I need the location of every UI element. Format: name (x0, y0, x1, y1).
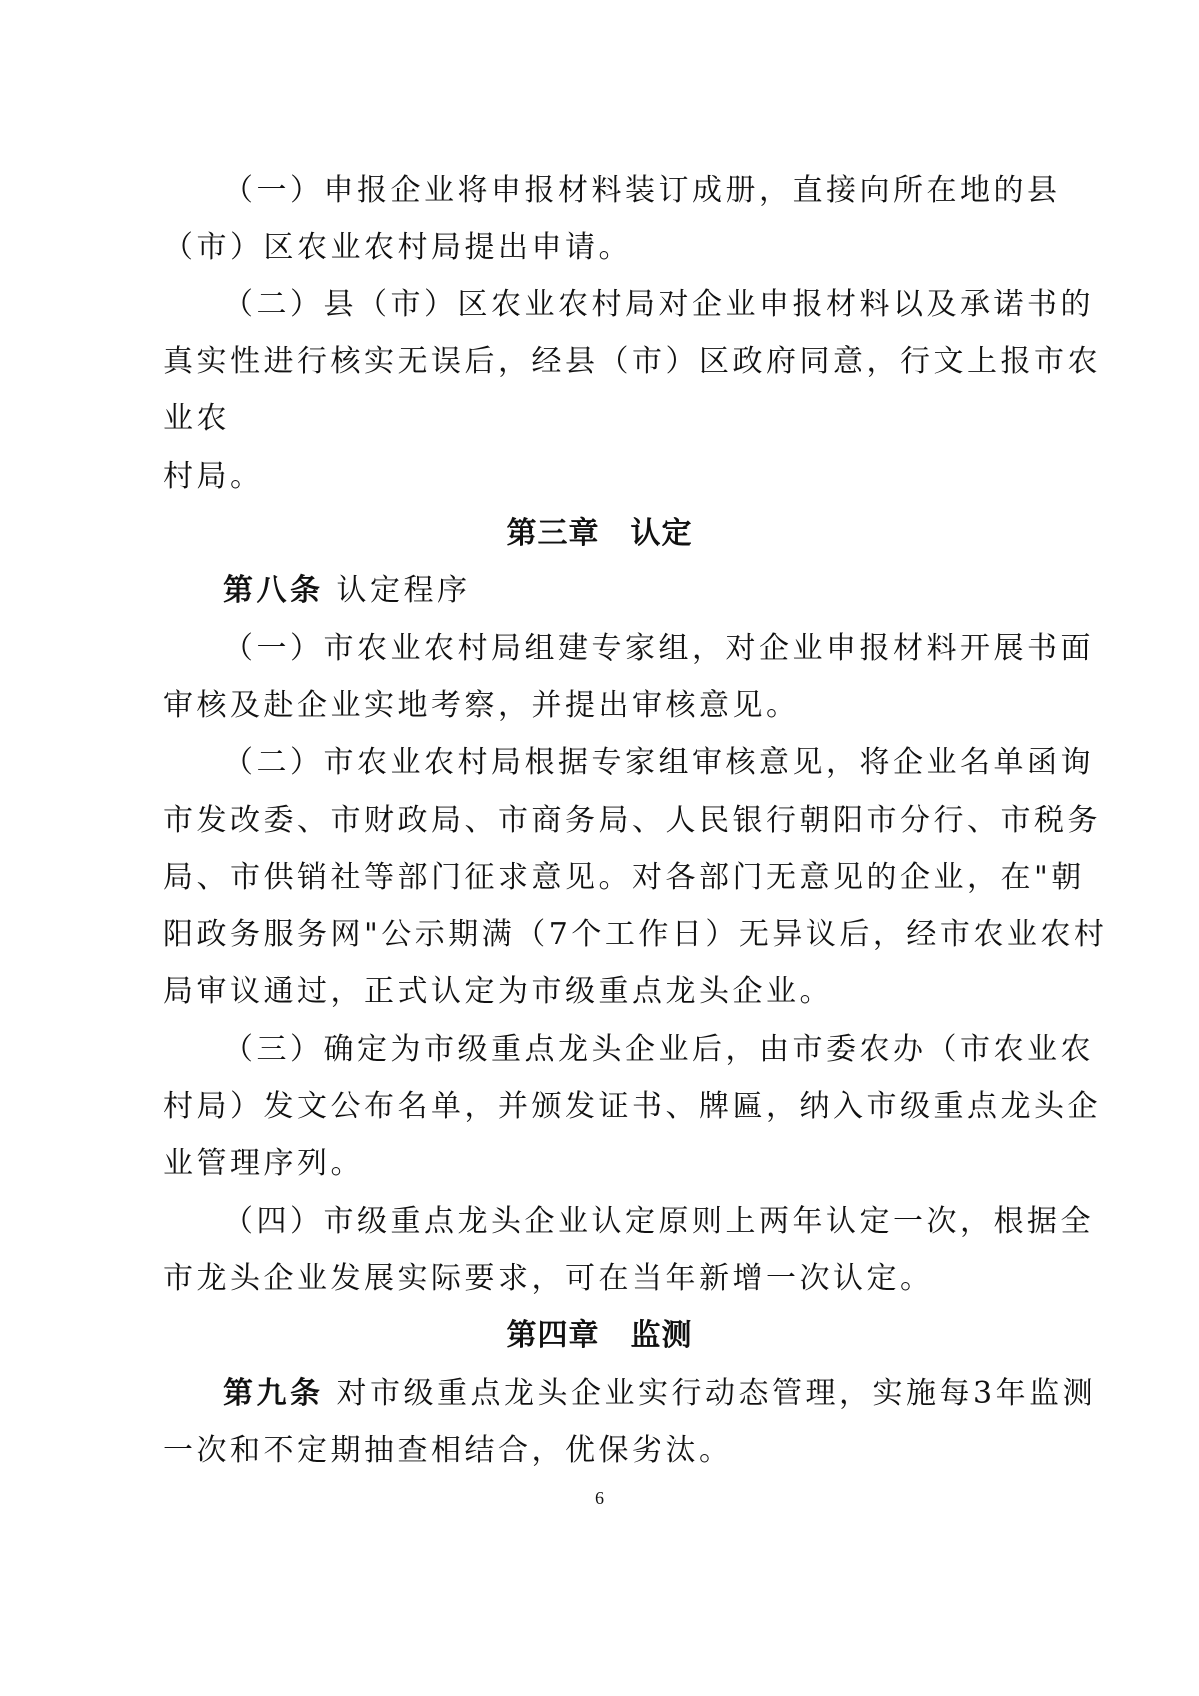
paragraph-line: （一）市农业农村局组建专家组，对企业申报材料开展书面 (223, 631, 1094, 666)
article-label: 第八条 (223, 573, 324, 608)
paragraph-line (163, 1368, 1097, 1412)
paragraph-line: 一次和不定期抽查相结合，优保劣汰。 (163, 1433, 733, 1468)
chapter-heading: 第三章 认定 (506, 516, 693, 551)
chapter-heading: 第四章 监测 (506, 1318, 693, 1353)
paragraph-line: 审核及赴企业实地考察，并提出审核意见。 (163, 688, 800, 723)
paragraph-line: 阳政务服务网"公示期满（7个工作日）无异议后，经市农业农村 (163, 917, 1108, 952)
paragraph-line: 市发改委、市财政局、市商务局、人民银行朝阳市分行、市税务 (163, 803, 1101, 838)
paragraph-line: （三）确定为市级重点龙头企业后，由市委农办（市农业农 (223, 1032, 1094, 1067)
paragraph-line: 局、市供销社等部门征求意见。对各部门无意见的企业，在"朝 (163, 860, 1085, 895)
page-number: 6 (595, 1488, 604, 1508)
paragraph-line: （市）区农业农村局提出申请。 (163, 230, 632, 265)
article-title: 认定程序 (336, 573, 471, 608)
paragraph-line: 局审议通过，正式认定为市级重点龙头企业。 (163, 974, 833, 1009)
article-heading (163, 565, 1063, 609)
paragraph-line: 村局）发文公布名单，并颁发证书、牌匾，纳入市级重点龙头企 (163, 1089, 1101, 1124)
paragraph-line: （四）市级重点龙头企业认定原则上两年认定一次，根据全 (223, 1204, 1094, 1239)
paragraph-line: （二）市农业农村局根据专家组审核意见，将企业名单函询 (223, 745, 1094, 780)
paragraph-line: 业农 (163, 401, 230, 436)
paragraph-line: 市龙头企业发展实际要求，可在当年新增一次认定。 (163, 1261, 934, 1296)
article-label: 第九条 (223, 1376, 324, 1411)
paragraph-line: 业管理序列。 (163, 1146, 364, 1181)
article-text: 对市级重点龙头企业实行动态管理，实施每3年监测 (336, 1376, 1097, 1411)
paragraph-line: （一）申报企业将申报材料装订成册，直接向所在地的县 (223, 173, 1061, 208)
paragraph-line: 村局。 (163, 459, 264, 494)
paragraph-line: （二）县（市）区农业农村局对企业申报材料以及承诺书的 (223, 287, 1094, 322)
paragraph-line: 真实性进行核实无误后，经县（市）区政府同意，行文上报市农 (163, 344, 1101, 379)
